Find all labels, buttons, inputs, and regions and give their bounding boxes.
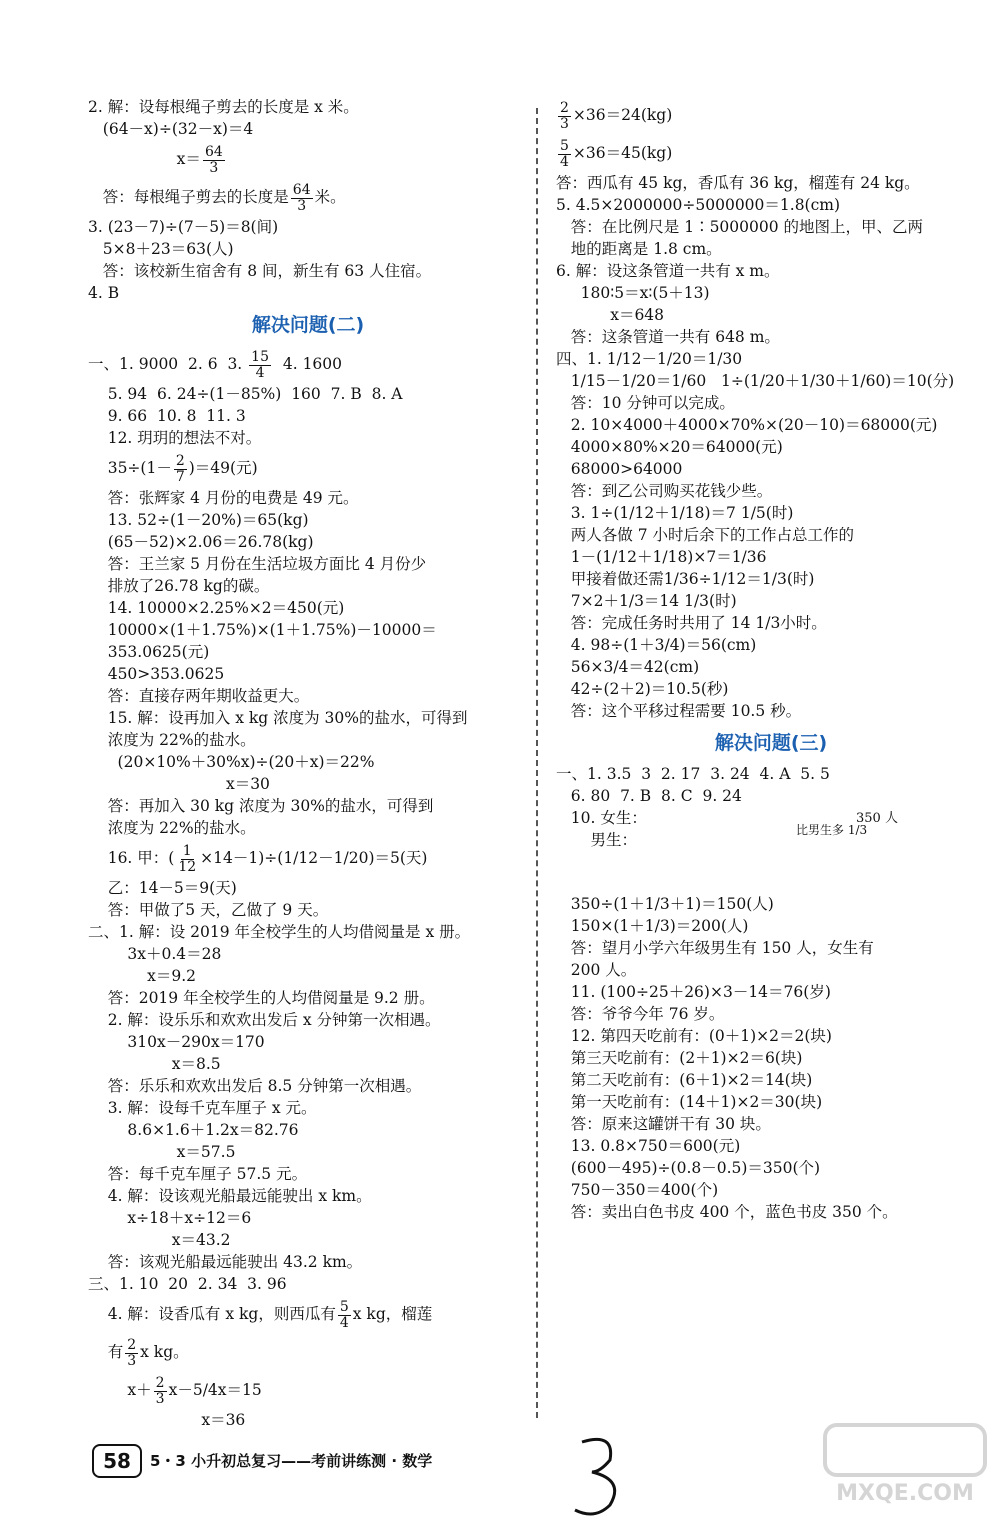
left2-line: 乙：14－5＝9(天) — [88, 879, 237, 897]
right-line: 3. 1÷(1/12＋1/18)＝7 1/5(时) — [556, 504, 794, 522]
line-text: 4. 1600 — [273, 355, 343, 373]
right-column — [556, 96, 986, 1223]
left2-line: 13. 52÷(1－20%)＝65(kg) — [88, 511, 309, 529]
line-text: 有 — [88, 1343, 124, 1361]
right2-line: (600－495)÷(0.8－0.5)＝350(个) — [556, 1159, 821, 1177]
numerator: 2 — [560, 99, 569, 116]
left2-line — [88, 345, 528, 383]
left2-line: 450>353.0625 — [88, 665, 225, 683]
line-text: x kg。 — [140, 1343, 189, 1361]
line-text: 一、1. 9000 2. 6 3. — [88, 355, 248, 373]
right2-line: 第二天吃前有：(6＋1)×2＝14(块) — [556, 1071, 813, 1089]
denominator: 7 — [175, 468, 185, 485]
left2-line: 答：王兰家 5 月份在生活垃圾方面比 4 月份少 — [88, 555, 427, 573]
section-title-2: 解决问题(二) — [251, 314, 365, 336]
left2-line — [88, 1333, 528, 1371]
denominator: 4 — [339, 1314, 349, 1331]
diagram-note: 比男生多 1/3 — [796, 823, 868, 837]
fraction — [125, 1338, 138, 1369]
right-line: 四、1. 1/12－1/20＝1/30 — [556, 350, 743, 368]
right-line: 答：10 分钟可以完成。 — [556, 394, 735, 412]
denominator: 3 — [127, 1352, 137, 1369]
right-line: 68000>64000 — [556, 460, 683, 478]
left2-line: 310x－290x＝170 — [88, 1033, 265, 1051]
left2-line: (65－52)×2.06＝26.78(kg) — [88, 533, 314, 551]
left2-line: 8.6×1.6＋1.2x＝82.76 — [88, 1121, 299, 1139]
right-line: 答：这条管道一共有 648 m。 — [556, 328, 780, 346]
right-line: 答：到乙公司购买花钱少些。 — [556, 482, 773, 500]
line-text: )＝49(元) — [188, 459, 258, 477]
right-line: 两人各做 7 小时后余下的工作占总工作的 — [556, 526, 854, 544]
left2-line: 答：甲做了5 天，乙做了 9 天。 — [88, 901, 329, 919]
left2-line — [88, 449, 528, 487]
left2-line — [88, 1371, 528, 1409]
left2-line: 二、1. 解：设 2019 年全校学生的人均借阅量是 x 册。 — [88, 923, 471, 941]
segment-diagram-svg — [556, 851, 886, 893]
right2-line: 6. 80 7. B 8. C 9. 24 — [556, 787, 742, 805]
line-text: x－5/4x＝15 — [168, 1381, 262, 1399]
denominator: 3 — [560, 115, 569, 132]
right2-line: 150×(1＋1/3)＝200(人) — [556, 917, 749, 935]
right-line: 甲接着做还需1/36÷1/12＝1/3(时) — [556, 570, 815, 588]
svg-text:MXQE.COM: MXQE.COM — [836, 1481, 974, 1506]
numerator: 64 — [204, 143, 223, 160]
right-line: 答：这个平移过程需要 10.5 秒。 — [556, 702, 802, 720]
right2-line: 答：原来这罐饼干有 30 块。 — [556, 1115, 771, 1133]
line-text: 35÷(1－ — [88, 459, 172, 477]
left2-line: 2. 解：设乐乐和欢欢出发后 x 分钟第一次相遇。 — [88, 1011, 441, 1029]
line-text: 答：每根绳子剪去的长度是 — [88, 188, 289, 206]
handwritten-three — [570, 1430, 630, 1520]
left-line: (64－x)÷(32－x)＝4 — [88, 120, 254, 138]
section-title-3: 解决问题(三) — [714, 732, 828, 754]
line-text: x＝ — [88, 150, 201, 168]
numerator: 2 — [127, 1336, 137, 1353]
right-line: 答：西瓜有 45 kg，香瓜有 36 kg，榴莲有 24 kg。 — [556, 174, 920, 192]
fraction — [174, 454, 187, 485]
right2-line: 答：爷爷今年 76 岁。 — [556, 1005, 725, 1023]
numerator: 2 — [155, 1374, 165, 1391]
left2-line: x＝30 — [88, 775, 270, 793]
left2-line: 5. 94 6. 24÷(1－85%) 160 7. B 8. A — [88, 385, 403, 403]
left2-line: 答：该观光船最远能驶出 43.2 km。 — [88, 1253, 363, 1271]
denominator: 4 — [255, 364, 265, 381]
left-line: 5×8＋23＝63(人) — [88, 240, 234, 258]
fraction — [249, 350, 271, 381]
right-line: 答：完成任务时共用了 14 1/3小时。 — [556, 614, 827, 632]
line-text: ×36＝24(kg) — [572, 106, 673, 124]
left-line: 4. B — [88, 284, 120, 302]
left2-line: 3. 解：设每千克车厘子 x 元。 — [88, 1099, 317, 1117]
denominator: 3 — [209, 159, 219, 176]
left2-line: 12. 玥玥的想法不对。 — [88, 429, 262, 447]
right-line: 5. 4.5×2000000÷5000000＝1.8(cm) — [556, 196, 841, 214]
right2-line: 第一天吃前有：(14＋1)×2＝30(块) — [556, 1093, 823, 1111]
left2-line: 14. 10000×2.25%×2＝450(元) — [88, 599, 345, 617]
left2-line: 答：张辉家 4 月份的电费是 49 元。 — [88, 489, 359, 507]
right2-line: 答：望月小学六年级男生有 150 人，女生有 — [556, 939, 874, 957]
left-column — [88, 96, 528, 1431]
diagram-total: 350 人 — [856, 811, 898, 826]
left2-line: x＝43.2 — [88, 1231, 231, 1249]
denominator: 12 — [178, 858, 197, 875]
numerator: 15 — [251, 348, 269, 365]
left2-line: 9. 66 10. 8 11. 3 — [88, 407, 246, 425]
left2-line: 答：乐乐和欢欢出发后 8.5 分钟第一次相遇。 — [88, 1077, 422, 1095]
right-line — [556, 96, 986, 134]
left2-line: (20×10%＋30%x)÷(20＋x)＝22% — [88, 753, 375, 771]
left-line: 答：该校新生宿舍有 8 间，新生有 63 人住宿。 — [88, 262, 432, 280]
line-text: x＋ — [88, 1381, 152, 1399]
denominator: 3 — [297, 197, 307, 214]
right-line: 4000×80%×20＝64000(元) — [556, 438, 783, 456]
right2-line: 13. 0.8×750＝600(元) — [556, 1137, 741, 1155]
left2-line: 三、1. 10 20 2. 34 3. 96 — [88, 1275, 287, 1293]
left2-line: 答：2019 年全校学生的人均借阅量是 9.2 册。 — [88, 989, 435, 1007]
left2-line: 浓度为 22%的盐水。 — [88, 731, 256, 749]
left2-line: 353.0625(元) — [88, 643, 210, 661]
denominator: 4 — [560, 153, 569, 170]
numerator: 64 — [292, 181, 311, 198]
left-line: 3. (23－7)÷(7－5)＝8(间) — [88, 218, 279, 236]
fraction — [558, 101, 571, 132]
right2-line: 350÷(1＋1/3＋1)＝150(人) — [556, 895, 774, 913]
fraction — [203, 145, 225, 176]
right-line — [556, 134, 986, 172]
column-divider — [536, 108, 538, 1418]
left2-line: x＝9.2 — [88, 967, 197, 985]
right-line: 答：在比例尺是 1∶5000000 的地图上，甲、乙两 — [556, 218, 924, 236]
page-number: 58 — [92, 1444, 142, 1478]
left2-line: x＝57.5 — [88, 1143, 236, 1161]
line-text: 米。 — [314, 188, 346, 206]
right2-line: 男生： — [556, 831, 637, 849]
page-footer — [92, 1438, 512, 1482]
left2-line — [88, 839, 528, 877]
left2-line — [88, 1295, 528, 1333]
right-line: 地的距离是 1.8 cm。 — [556, 240, 722, 258]
right2-line: 答：卖出白色书皮 400 个，蓝色书皮 350 个。 — [556, 1203, 898, 1221]
left2-line: 排放了26.78 kg的碳。 — [88, 577, 270, 595]
denominator: 3 — [155, 1390, 165, 1407]
line-text: 4. 解：设香瓜有 x kg，则西瓜有 — [88, 1305, 336, 1323]
line-text: ×14－1)÷(1/12－1/20)＝5(天) — [200, 849, 428, 867]
left-line — [88, 178, 528, 216]
right-line: 1－(1/12＋1/18)×7＝1/36 — [556, 548, 767, 566]
right-line: 56×3/4＝42(cm) — [556, 658, 700, 676]
left-line: 2. 解：设每根绳子剪去的长度是 x 米。 — [88, 98, 359, 116]
right-line: 2. 10×4000＋4000×70%×(20－10)＝68000(元) — [556, 416, 938, 434]
left2-line: x÷18＋x÷12＝6 — [88, 1209, 252, 1227]
right-line: 6. 解：设这条管道一共有 x m。 — [556, 262, 780, 280]
left2-line: 4. 解：设该观光船最远能驶出 x km。 — [88, 1187, 372, 1205]
numerator: 5 — [560, 137, 569, 154]
right-line: 1/15－1/20＝1/60 1÷(1/20＋1/30＋1/60)＝10(分) — [556, 372, 955, 390]
fraction — [176, 844, 198, 875]
right-line: 7×2＋1/3＝14 1/3(时) — [556, 592, 737, 610]
left2-line: 答：每千克车厘子 57.5 元。 — [88, 1165, 308, 1183]
right2-line: 一、1. 3.5 3 2. 17 3. 24 4. A 5. 5 — [556, 765, 830, 783]
right-line: 180∶5＝x∶(5＋13) — [556, 284, 710, 302]
left2-line: 浓度为 22%的盐水。 — [88, 819, 256, 837]
left2-line: 答：再加入 30 kg 浓度为 30%的盐水，可得到 — [88, 797, 434, 815]
fraction — [338, 1300, 351, 1331]
fraction — [558, 139, 571, 170]
fraction — [154, 1376, 167, 1407]
line-text: ×36＝45(kg) — [572, 144, 673, 162]
left2-line: 15. 解：设再加入 x kg 浓度为 30%的盐水，可得到 — [88, 709, 468, 727]
numerator: 2 — [175, 452, 185, 469]
line-text: x kg，榴莲 — [352, 1305, 433, 1323]
numerator: 5 — [339, 1298, 349, 1315]
right2-line: 第三天吃前有：(2＋1)×2＝6(块) — [556, 1049, 803, 1067]
right-line: 4. 98÷(1＋3/4)＝56(cm) — [556, 636, 757, 654]
right2-line: 11. (100÷25＋26)×3－14＝76(岁) — [556, 983, 831, 1001]
right2-line: 750－350＝400(个) — [556, 1181, 719, 1199]
left2-line: 3x＋0.4＝28 — [88, 945, 222, 963]
right-line: x＝648 — [556, 306, 665, 324]
right2-line: 200 人。 — [556, 961, 637, 979]
fraction — [291, 183, 313, 214]
right2-line: 10. 女生： — [556, 809, 647, 827]
line-text: 16. 甲：( — [88, 849, 175, 867]
left2-line: 答：直接存两年期收益更大。 — [88, 687, 310, 705]
numerator: 1 — [182, 842, 192, 859]
left2-line: x＝36 — [88, 1411, 246, 1429]
left-line — [88, 140, 528, 178]
watermark-logo — [820, 1420, 990, 1510]
footer-title: 5・3 小升初总复习——考前讲练测 · 数学 — [150, 1452, 433, 1470]
right-line: 42÷(2＋2)＝10.5(秒) — [556, 680, 729, 698]
left2-line: 10000×(1＋1.75%)×(1＋1.75%)－10000＝ — [88, 621, 437, 639]
left2-line: x＝8.5 — [88, 1055, 221, 1073]
right2-line: 12. 第四天吃前有：(0＋1)×2＝2(块) — [556, 1027, 832, 1045]
